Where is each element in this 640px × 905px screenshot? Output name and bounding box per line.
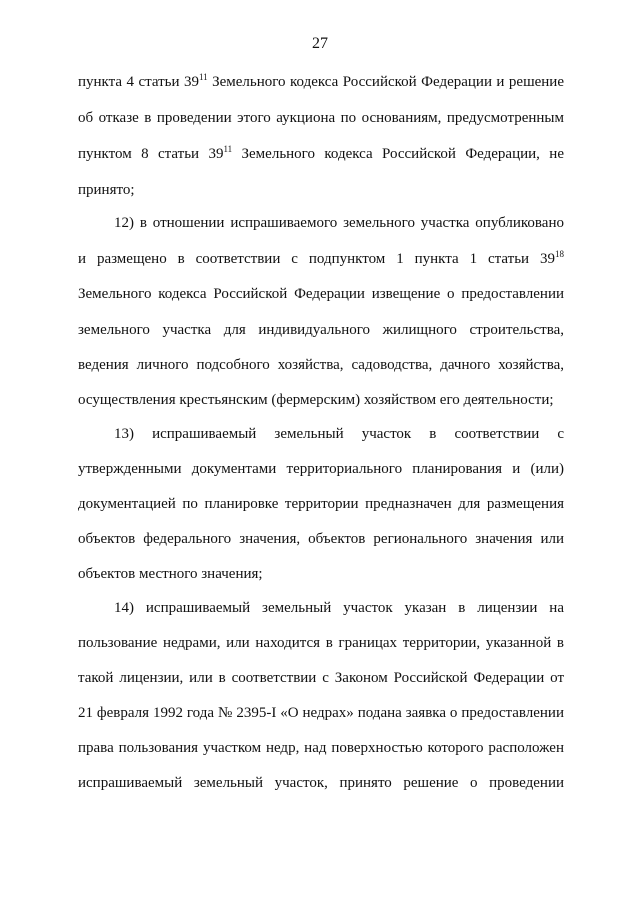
superscript: 18	[555, 249, 564, 259]
line-text: ведения личного подсобного хозяйства, садоводства, дачного хозяйства,	[78, 357, 564, 373]
text-line	[78, 738, 564, 758]
line-text: утвержденными документами территориального планирования и (или)	[78, 461, 564, 477]
text-line	[78, 390, 564, 410]
text-line	[78, 494, 564, 514]
page-number: 27	[312, 35, 328, 52]
text-line	[78, 249, 564, 269]
line-text: объектов местного значения;	[78, 566, 263, 582]
line-text: Земельного кодекса Российской Федерации извещение о предоставлении	[78, 286, 564, 302]
line-text: 14) испрашиваемый земельный участок указан в лицензии на	[114, 600, 564, 616]
line-text: пользование недрами, или находится в границах территории, указанной в	[78, 635, 564, 651]
line-text: испрашиваемый земельный участок, принято решение о проведении	[78, 775, 564, 791]
line-text: и размещено в соответствии с подпунктом 1 пункта 1 статьи 39	[78, 251, 555, 267]
superscript: 11	[198, 72, 208, 82]
line-text-after: Земельного кодекса Российской Федерации, не	[232, 146, 564, 162]
text-line	[78, 703, 564, 723]
text-line	[78, 144, 564, 164]
line-text: права пользования участком недр, над поверхностью которого расположен	[78, 740, 564, 756]
text-line	[78, 773, 564, 793]
line-text: документацией по планировке территории предназначен для размещения	[78, 496, 564, 512]
line-text: пункта 4 статьи 39	[78, 74, 199, 90]
line-text: земельного участка для индивидуального жилищного строительства,	[78, 322, 564, 338]
text-line	[78, 180, 564, 200]
text-line	[114, 213, 564, 233]
text-line	[78, 459, 564, 479]
line-text: об отказе в проведении этого аукциона по основаниям, предусмотренным	[78, 110, 564, 126]
line-text: 21 февраля 1992 года № 2395-I «О недрах» подана заявка о предоставлении	[78, 705, 564, 721]
text-line	[78, 529, 564, 549]
text-line	[78, 564, 564, 584]
text-line	[114, 424, 564, 444]
line-text: такой лицензии, или в соответствии с Законом Российской Федерации от	[78, 670, 564, 686]
text-line	[78, 633, 564, 653]
superscript: 11	[223, 144, 233, 154]
text-line	[78, 355, 564, 375]
text-line	[114, 598, 564, 618]
line-text: принято;	[78, 182, 135, 198]
text-line	[78, 72, 564, 92]
text-line	[78, 284, 564, 304]
text-line	[78, 108, 564, 128]
text-line	[78, 320, 564, 340]
line-text: объектов федерального значения, объектов регионального значения или	[78, 531, 564, 547]
line-text-after: Земельного кодекса Российской Федерации и решение	[207, 74, 564, 90]
line-text: осуществления крестьянским (фермерским) хозяйством его деятельности;	[78, 392, 554, 408]
text-line	[78, 668, 564, 688]
line-text: 12) в отношении испрашиваемого земельного участка опубликовано	[114, 215, 564, 231]
line-text: 13) испрашиваемый земельный участок в соответствии с	[114, 426, 564, 442]
line-text: пунктом 8 статьи 39	[78, 146, 224, 162]
